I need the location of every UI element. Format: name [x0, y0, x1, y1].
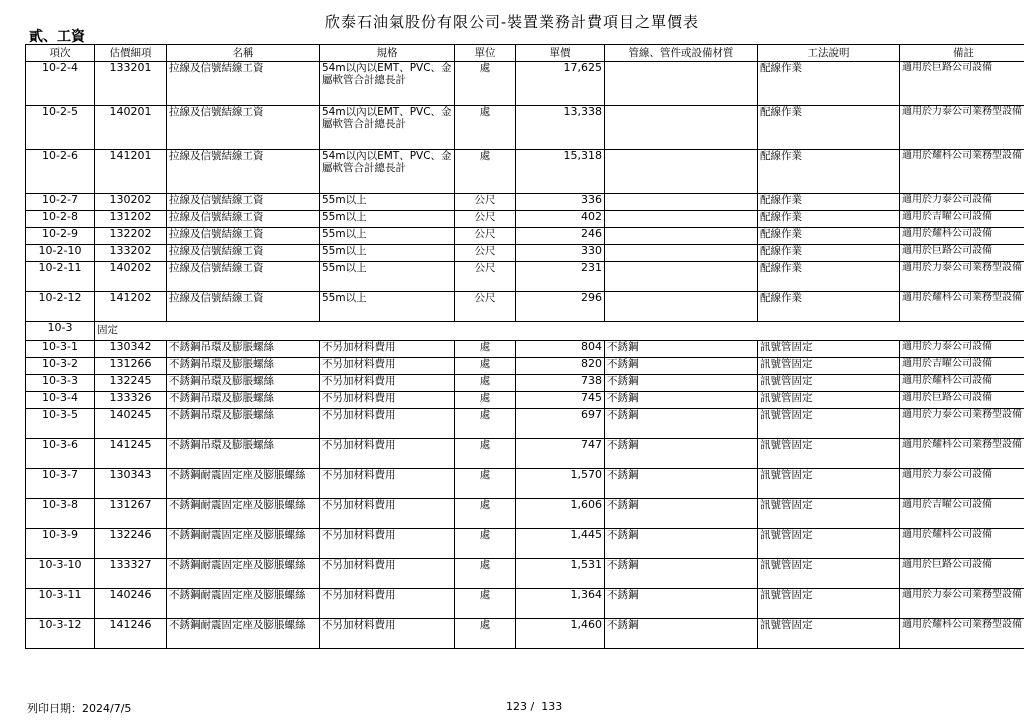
- row-note: 適用於吉曜公司設備: [900, 358, 1024, 375]
- row-material: 不銹鋼: [605, 439, 758, 469]
- row-code: 133326: [95, 392, 167, 409]
- row-material: 不銹鋼: [605, 409, 758, 439]
- row-price: 15,318: [516, 150, 605, 194]
- row-spec: 不另加材料費用: [320, 358, 455, 375]
- table-row: [26, 62, 1024, 106]
- row-unit: 處: [455, 409, 516, 439]
- row-item: 10-3-10: [26, 559, 95, 589]
- row-name: 不銹鋼吊環及膨脹螺絲: [167, 392, 320, 409]
- row-spec: 55m以上: [320, 228, 455, 245]
- table-row: [26, 529, 1024, 559]
- row-unit: 處: [455, 392, 516, 409]
- row-unit: 處: [455, 529, 516, 559]
- row-method: 訊號管固定: [758, 559, 900, 589]
- row-price: 330: [516, 245, 605, 262]
- row-item: 10-2-8: [26, 211, 95, 228]
- row-price: 13,338: [516, 106, 605, 150]
- row-item: 10-3-7: [26, 469, 95, 499]
- row-material: [605, 62, 758, 106]
- table-row: [26, 194, 1024, 211]
- table-row: [26, 341, 1024, 358]
- row-spec: 55m以上: [320, 292, 455, 322]
- table-row: [26, 392, 1024, 409]
- table-row: [26, 262, 1024, 292]
- row-material: [605, 106, 758, 150]
- row-code: 131202: [95, 211, 167, 228]
- row-spec: 55m以上: [320, 211, 455, 228]
- row-material: [605, 245, 758, 262]
- row-code: 131266: [95, 358, 167, 375]
- row-name: 不銹鋼耐震固定座及膨脹螺絲: [167, 469, 320, 499]
- row-price: 402: [516, 211, 605, 228]
- row-name: 不銹鋼吊環及膨脹螺絲: [167, 375, 320, 392]
- row-unit: 處: [455, 499, 516, 529]
- row-spec: 不另加材料費用: [320, 469, 455, 499]
- header-item: 項次: [26, 45, 95, 62]
- row-material: 不銹鋼: [605, 589, 758, 619]
- row-spec: 55m以上: [320, 262, 455, 292]
- row-code: 132245: [95, 375, 167, 392]
- row-price: 697: [516, 409, 605, 439]
- row-note: 適用於力泰公司設備: [900, 469, 1024, 499]
- row-item: 10-3-11: [26, 589, 95, 619]
- table-row: [26, 409, 1024, 439]
- row-note: 適用於巨路公司設備: [900, 392, 1024, 409]
- row-unit: 處: [455, 375, 516, 392]
- row-price: 1,531: [516, 559, 605, 589]
- row-code: 133327: [95, 559, 167, 589]
- row-name: 不銹鋼吊環及膨脹螺絲: [167, 409, 320, 439]
- header-price: 單價: [516, 45, 605, 62]
- row-note: 適用於力泰公司業務型設備: [900, 262, 1024, 292]
- row-name: 拉線及信號結線工資: [167, 194, 320, 211]
- row-item: 10-3-3: [26, 375, 95, 392]
- row-method: 訊號管固定: [758, 341, 900, 358]
- row-material: [605, 228, 758, 245]
- row-material: 不銹鋼: [605, 358, 758, 375]
- row-spec: 不另加材料費用: [320, 619, 455, 649]
- row-item: 10-3-9: [26, 529, 95, 559]
- row-note: 適用於耀科公司業務型設備: [900, 292, 1024, 322]
- row-spec: 不另加材料費用: [320, 409, 455, 439]
- row-unit: 公尺: [455, 228, 516, 245]
- row-name: 不銹鋼耐震固定座及膨脹螺絲: [167, 559, 320, 589]
- row-method: 配線作業: [758, 62, 900, 106]
- row-code: 133202: [95, 245, 167, 262]
- row-item: 10-2-11: [26, 262, 95, 292]
- table-row: [26, 559, 1024, 589]
- row-price: 1,570: [516, 469, 605, 499]
- row-code: 141246: [95, 619, 167, 649]
- header-unit: 單位: [455, 45, 516, 62]
- row-price: 246: [516, 228, 605, 245]
- row-code: 131267: [95, 499, 167, 529]
- row-name: 拉線及信號結線工資: [167, 62, 320, 106]
- row-name: 拉線及信號結線工資: [167, 106, 320, 150]
- row-price: 1,460: [516, 619, 605, 649]
- row-note: 適用於耀科公司業務型設備: [900, 439, 1024, 469]
- row-item: 10-2-12: [26, 292, 95, 322]
- row-code: 130343: [95, 469, 167, 499]
- row-unit: 處: [455, 150, 516, 194]
- row-code: 133201: [95, 62, 167, 106]
- row-method: 配線作業: [758, 106, 900, 150]
- row-note: 適用於耀科公司設備: [900, 529, 1024, 559]
- row-item: 10-3-5: [26, 409, 95, 439]
- row-material: [605, 262, 758, 292]
- row-method: 配線作業: [758, 262, 900, 292]
- row-method: 訊號管固定: [758, 499, 900, 529]
- row-name: 拉線及信號結線工資: [167, 245, 320, 262]
- row-name: 不銹鋼耐震固定座及膨脹螺絲: [167, 619, 320, 649]
- row-item: 10-2-6: [26, 150, 95, 194]
- row-note: 適用於力泰公司業務型設備: [900, 106, 1024, 150]
- table-row: [26, 619, 1024, 649]
- row-unit: 處: [455, 358, 516, 375]
- row-item: 10-2-7: [26, 194, 95, 211]
- table-row: [26, 469, 1024, 499]
- row-unit: 公尺: [455, 292, 516, 322]
- row-code: 132202: [95, 228, 167, 245]
- header-method: 工法說明: [758, 45, 900, 62]
- row-note: 適用於耀科公司業務型設備: [900, 619, 1024, 649]
- row-material: 不銹鋼: [605, 499, 758, 529]
- row-material: [605, 211, 758, 228]
- row-spec: 不另加材料費用: [320, 529, 455, 559]
- row-price: 1,445: [516, 529, 605, 559]
- row-code: 130202: [95, 194, 167, 211]
- row-unit: 公尺: [455, 211, 516, 228]
- header-code: 估價細項: [95, 45, 167, 62]
- document-title: 欣泰石油氣股份有限公司-裝置業務計費項目之單價表: [324, 13, 700, 31]
- row-note: 適用於巨路公司設備: [900, 62, 1024, 106]
- row-material: 不銹鋼: [605, 392, 758, 409]
- row-name: 不銹鋼耐震固定座及膨脹螺絲: [167, 499, 320, 529]
- row-method: 配線作業: [758, 211, 900, 228]
- row-method: 訊號管固定: [758, 589, 900, 619]
- row-note: 適用於力泰公司業務型設備: [900, 589, 1024, 619]
- row-item: 10-3-6: [26, 439, 95, 469]
- row-price: 17,625: [516, 62, 605, 106]
- row-material: 不銹鋼: [605, 559, 758, 589]
- page-number: 123 / 133: [506, 700, 563, 713]
- table-row: [26, 228, 1024, 245]
- row-item: 10-3-8: [26, 499, 95, 529]
- row-item: 10-3-1: [26, 341, 95, 358]
- row-material: 不銹鋼: [605, 529, 758, 559]
- row-code: 141201: [95, 150, 167, 194]
- row-code: 140246: [95, 589, 167, 619]
- row-method: 配線作業: [758, 292, 900, 322]
- row-price: 747: [516, 439, 605, 469]
- row-code: 130342: [95, 341, 167, 358]
- row-item: 10-2-5: [26, 106, 95, 150]
- row-material: 不銹鋼: [605, 619, 758, 649]
- row-name: 拉線及信號結線工資: [167, 211, 320, 228]
- row-name: 拉線及信號結線工資: [167, 228, 320, 245]
- row-price: 804: [516, 341, 605, 358]
- section-row: [26, 322, 1024, 341]
- row-spec: 不另加材料費用: [320, 559, 455, 589]
- row-name: 不銹鋼吊環及膨脹螺絲: [167, 439, 320, 469]
- row-name: 拉線及信號結線工資: [167, 150, 320, 194]
- row-name: 不銹鋼耐震固定座及膨脹螺絲: [167, 589, 320, 619]
- row-note: 適用於吉曜公司設備: [900, 211, 1024, 228]
- row-item: 10-3-12: [26, 619, 95, 649]
- row-material: [605, 150, 758, 194]
- row-code: 140245: [95, 409, 167, 439]
- row-item: 10-2-9: [26, 228, 95, 245]
- table-row: [26, 375, 1024, 392]
- row-spec: 54m以內以EMT、PVC、金屬軟管合計總長計: [320, 62, 455, 106]
- row-method: 配線作業: [758, 228, 900, 245]
- row-method: 訊號管固定: [758, 375, 900, 392]
- row-name: 不銹鋼吊環及膨脹螺絲: [167, 358, 320, 375]
- row-name: 拉線及信號結線工資: [167, 292, 320, 322]
- header-name: 名稱: [167, 45, 320, 62]
- row-method: 訊號管固定: [758, 358, 900, 375]
- row-spec: 不另加材料費用: [320, 341, 455, 358]
- section-item: 10-3: [26, 322, 95, 341]
- print-date: 列印日期：2024/7/5: [27, 702, 132, 715]
- table-row: [26, 150, 1024, 194]
- row-unit: 公尺: [455, 245, 516, 262]
- row-note: 適用於吉曜公司設備: [900, 499, 1024, 529]
- table-row: [26, 211, 1024, 228]
- row-material: 不銹鋼: [605, 341, 758, 358]
- row-price: 231: [516, 262, 605, 292]
- row-item: 10-3-2: [26, 358, 95, 375]
- row-code: 140202: [95, 262, 167, 292]
- row-note: 適用於力泰公司設備: [900, 194, 1024, 211]
- row-spec: 54m以內以EMT、PVC、金屬軟管合計總長計: [320, 106, 455, 150]
- row-method: 訊號管固定: [758, 529, 900, 559]
- row-method: 訊號管固定: [758, 469, 900, 499]
- row-note: 適用於巨路公司設備: [900, 559, 1024, 589]
- row-method: 訊號管固定: [758, 619, 900, 649]
- row-code: 140201: [95, 106, 167, 150]
- row-spec: 55m以上: [320, 194, 455, 211]
- row-code: 141202: [95, 292, 167, 322]
- table-row: [26, 589, 1024, 619]
- row-price: 738: [516, 375, 605, 392]
- row-note: 適用於巨路公司設備: [900, 245, 1024, 262]
- row-price: 296: [516, 292, 605, 322]
- row-name: 不銹鋼吊環及膨脹螺絲: [167, 341, 320, 358]
- row-spec: 不另加材料費用: [320, 375, 455, 392]
- row-item: 10-2-4: [26, 62, 95, 106]
- row-method: 訊號管固定: [758, 392, 900, 409]
- row-method: 配線作業: [758, 194, 900, 211]
- row-price: 745: [516, 392, 605, 409]
- row-unit: 公尺: [455, 194, 516, 211]
- row-code: 141245: [95, 439, 167, 469]
- row-unit: 處: [455, 619, 516, 649]
- table-header-row: [26, 45, 1024, 62]
- row-item: 10-2-10: [26, 245, 95, 262]
- row-method: 配線作業: [758, 245, 900, 262]
- row-method: 訊號管固定: [758, 409, 900, 439]
- row-unit: 處: [455, 341, 516, 358]
- row-price: 1,364: [516, 589, 605, 619]
- row-material: 不銹鋼: [605, 375, 758, 392]
- row-unit: 處: [455, 106, 516, 150]
- row-method: 配線作業: [758, 150, 900, 194]
- row-material: [605, 194, 758, 211]
- row-item: 10-3-4: [26, 392, 95, 409]
- section-label: 固定: [95, 322, 1024, 341]
- row-spec: 不另加材料費用: [320, 589, 455, 619]
- row-unit: 處: [455, 589, 516, 619]
- row-note: 適用於耀科公司業務型設備: [900, 150, 1024, 194]
- row-price: 1,606: [516, 499, 605, 529]
- row-note: 適用於耀科公司設備: [900, 375, 1024, 392]
- row-note: 適用於耀科公司設備: [900, 228, 1024, 245]
- row-method: 訊號管固定: [758, 439, 900, 469]
- row-code: 132246: [95, 529, 167, 559]
- row-price: 336: [516, 194, 605, 211]
- row-unit: 處: [455, 439, 516, 469]
- row-price: 820: [516, 358, 605, 375]
- row-spec: 不另加材料費用: [320, 392, 455, 409]
- row-note: 適用於力泰公司設備: [900, 341, 1024, 358]
- row-unit: 處: [455, 469, 516, 499]
- row-unit: 公尺: [455, 262, 516, 292]
- row-material: 不銹鋼: [605, 469, 758, 499]
- row-note: 適用於力泰公司業務型設備: [900, 409, 1024, 439]
- table-row: [26, 499, 1024, 529]
- header-material: 管線、管件或設備材質: [605, 45, 758, 62]
- row-spec: 不另加材料費用: [320, 499, 455, 529]
- header-note: 備註: [900, 45, 1024, 62]
- row-spec: 55m以上: [320, 245, 455, 262]
- row-unit: 處: [455, 62, 516, 106]
- table-row: [26, 292, 1024, 322]
- table-row: [26, 245, 1024, 262]
- row-spec: 不另加材料費用: [320, 439, 455, 469]
- row-name: 不銹鋼耐震固定座及膨脹螺絲: [167, 529, 320, 559]
- unit-price-table: [25, 44, 1024, 649]
- row-material: [605, 292, 758, 322]
- header-spec: 規格: [320, 45, 455, 62]
- table-row: [26, 439, 1024, 469]
- row-name: 拉線及信號結線工資: [167, 262, 320, 292]
- row-spec: 54m以內以EMT、PVC、金屬軟管合計總長計: [320, 150, 455, 194]
- table-row: [26, 106, 1024, 150]
- table-row: [26, 358, 1024, 375]
- section-heading: 貳、工資: [29, 29, 85, 45]
- row-unit: 處: [455, 559, 516, 589]
